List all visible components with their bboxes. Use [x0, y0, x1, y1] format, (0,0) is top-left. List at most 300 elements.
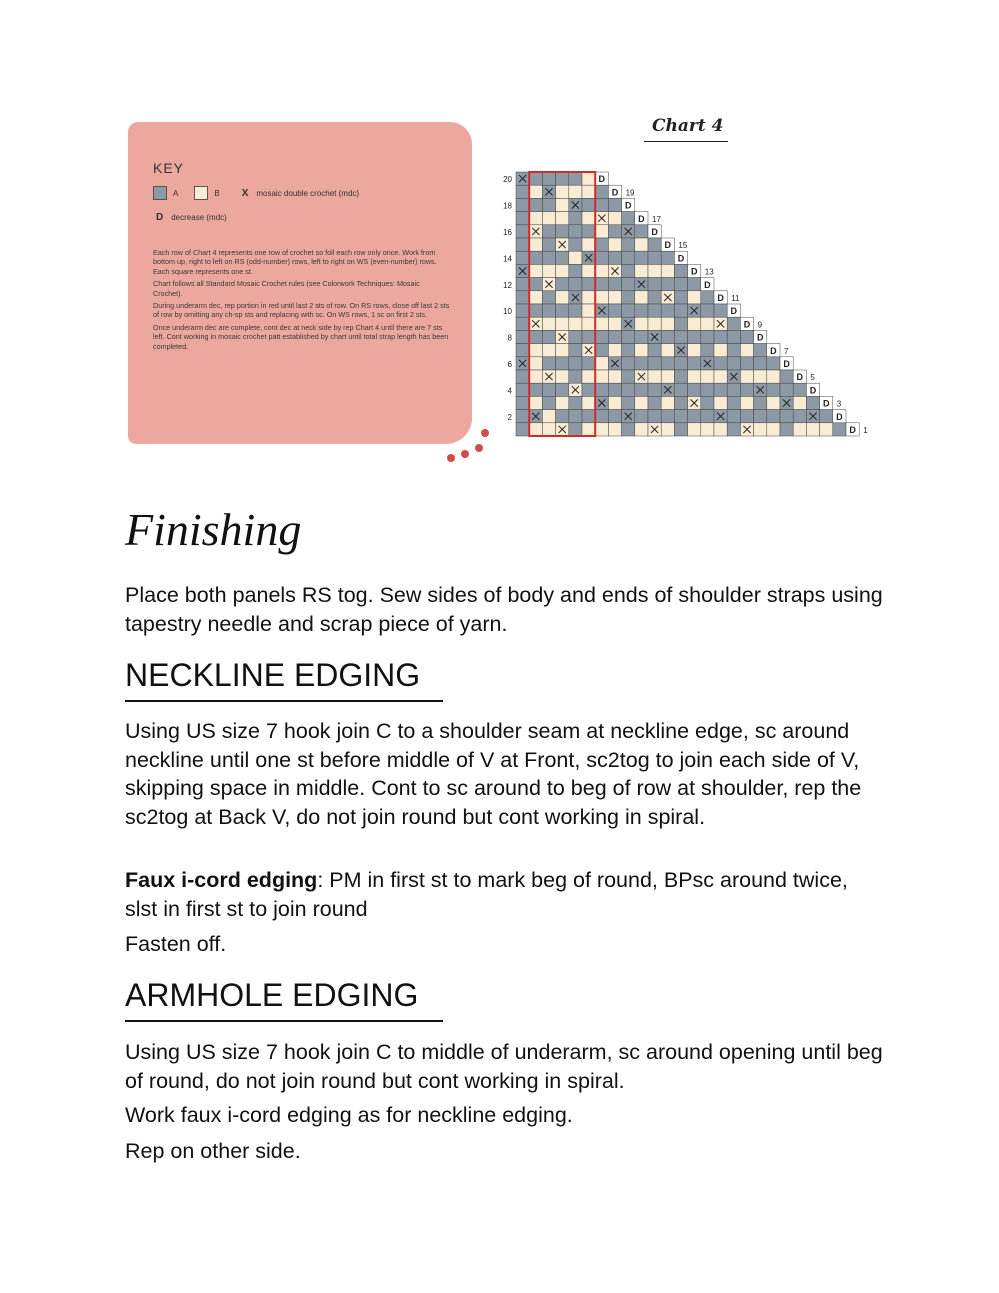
row-number-label: 18: [503, 201, 512, 211]
chart-cell: [556, 291, 569, 304]
chart-cell: [516, 251, 529, 264]
chart-cell: [688, 357, 701, 370]
chart-cell: [833, 423, 846, 436]
chart-cell: [648, 251, 661, 264]
chart-cell: [569, 330, 582, 343]
chart-cell: [727, 396, 740, 409]
chart-cell: [516, 370, 529, 383]
chart-cell: [569, 344, 582, 357]
chart-cell: [674, 423, 687, 436]
chart-cell: [516, 383, 529, 396]
row-number-label: 20: [503, 175, 512, 185]
key-legend-row: [153, 186, 359, 200]
chart-cell: [529, 185, 542, 198]
chart-cell: [727, 357, 740, 370]
chart-cell: [542, 198, 555, 211]
chart-cell: [622, 291, 635, 304]
chart-cell: [569, 264, 582, 277]
chart-cell: [622, 396, 635, 409]
chart-cell: [608, 423, 621, 436]
chart-cell: [516, 396, 529, 409]
chart-cell: [622, 212, 635, 225]
chart-cell: [516, 185, 529, 198]
decorative-dot: [475, 444, 483, 452]
chart-cell: [740, 344, 753, 357]
chart-cell: [622, 264, 635, 277]
chart-cell: [714, 370, 727, 383]
chart-cell: [806, 396, 819, 409]
decorative-dot: [481, 429, 489, 437]
chart-title-underline: [644, 141, 728, 142]
row-number-label: 6: [507, 360, 512, 369]
chart-cell: [582, 172, 595, 185]
chart-cell: [516, 238, 529, 251]
decrease-symbol: D: [690, 266, 698, 277]
chart-cell: [648, 410, 661, 423]
row-number-label: 19: [625, 188, 635, 198]
key-note: Once underarm dec are complete, cont dec at neck side by rep Chart 4 until there are 7 sts left. Cont working in mosaic crochet patt established by chart until total strap length has been completed.: [153, 322, 449, 351]
chart-cell: [608, 370, 621, 383]
chart-cell: [701, 330, 714, 343]
chart-cell: [595, 278, 608, 291]
chart-cell: [688, 330, 701, 343]
chart-cell: [767, 423, 780, 436]
chart-cell: [806, 423, 819, 436]
chart-cell: [542, 212, 555, 225]
chart-cell: [635, 251, 648, 264]
chart-cell: [542, 344, 555, 357]
chart-cell: [582, 212, 595, 225]
neckline-paragraph: Using US size 7 hook join C to a shoulder seam at neckline edge, sc around neckline until one st before middle of V at Front, sc2tog to join each side of V, skipping space in middle. Cont to sc around to beg of row at shoulder, rep the sc2tog at Back V, do not join round but cont working in spiral.: [125, 719, 862, 829]
chart-cell: [740, 383, 753, 396]
chart-cell: [529, 370, 542, 383]
decrease-symbol: D: [770, 345, 777, 356]
chart-cell: [701, 344, 714, 357]
chart-cell: [767, 370, 780, 383]
chart-cell: [516, 278, 529, 291]
chart-cell: [635, 383, 648, 396]
chart-cell: [674, 396, 687, 409]
chart-cell: [582, 330, 595, 343]
neckline-heading: NECKLINE EDGING: [125, 657, 443, 702]
chart-cell: [595, 251, 608, 264]
chart-cell: [608, 410, 621, 423]
chart-cell: [661, 370, 674, 383]
chart-cell: [556, 251, 569, 264]
decrease-symbol: D: [783, 359, 790, 369]
chart-cell: [542, 396, 555, 409]
chart-cell: [582, 278, 595, 291]
chart-cell: [648, 383, 661, 396]
decrease-symbol: D: [849, 425, 856, 435]
chart-cell: [727, 383, 740, 396]
chart-cell: [635, 423, 648, 436]
chart-cell: [516, 330, 529, 343]
chart-cell: [701, 410, 714, 423]
chart-cell: [542, 225, 555, 238]
chart-cell: [529, 251, 542, 264]
chart-cell: [569, 410, 582, 423]
chart-cell: [714, 344, 727, 357]
chart-cell: [569, 396, 582, 409]
chart-cell: [556, 185, 569, 198]
chart-cell: [556, 198, 569, 211]
key-title: KEY: [153, 160, 185, 176]
chart-cell: [595, 370, 608, 383]
chart-cell: [661, 330, 674, 343]
row-number-label: 16: [503, 228, 512, 237]
key-note: Each row of Chart 4 represents one row of crochet so foll each row only once. Work from bottom up, right to left on RS (odd-number) rows, left to right on WS (even-number) rows. Each square represents one st.: [153, 248, 437, 276]
chart-cell: [608, 278, 621, 291]
chart-cell: [582, 264, 595, 277]
row-number-label: 1: [863, 426, 868, 435]
row-number-label: 12: [503, 280, 512, 290]
decrease-symbol: D: [664, 240, 672, 251]
faux-icord-text: : PM in first st to mark beg of round, BPsc around twice, slst in first st to join round: [125, 868, 848, 921]
chart-cell: [608, 225, 621, 238]
chart-cell: [793, 383, 806, 396]
faux-icord-paragraph: [125, 866, 885, 923]
chart-cell: [674, 383, 687, 396]
chart-cell: [688, 423, 701, 436]
chart-cell: [529, 344, 542, 357]
row-number-label: 17: [652, 214, 661, 224]
chart-cell: [595, 225, 608, 238]
chart-cell: [661, 423, 674, 436]
chart-cell: [688, 278, 701, 291]
chart-cell: [688, 291, 701, 304]
chart-cell: [767, 383, 780, 396]
decrease-symbol: D: [624, 200, 632, 211]
chart-cell: [701, 317, 714, 330]
chart-cell: [569, 357, 582, 370]
chart-cell: [780, 370, 793, 383]
chart-cell: [529, 212, 542, 225]
chart-cell: [622, 330, 635, 343]
chart-cell: [608, 238, 621, 251]
mdc-symbol: X: [241, 187, 249, 199]
chart-cell: [727, 423, 740, 436]
chart-cell: [608, 383, 621, 396]
chart-cell: [582, 291, 595, 304]
chart-cell: [582, 357, 595, 370]
dec-label: decrease (mdc): [171, 213, 227, 222]
chart-cell: [582, 423, 595, 436]
decrease-symbol: D: [836, 411, 843, 422]
chart-cell: [556, 172, 569, 185]
chart-cell: [516, 344, 529, 357]
chart-cell: [542, 410, 555, 423]
chart-cell: [608, 251, 621, 264]
decrease-symbol: D: [809, 385, 817, 396]
color-a-label: A: [173, 188, 179, 198]
chart-cell: [780, 383, 793, 396]
chart-cell: [556, 357, 569, 370]
chart-cell: [714, 383, 727, 396]
chart-cell: [529, 396, 542, 409]
chart-cell: [516, 225, 529, 238]
chart-cell: [820, 423, 833, 436]
chart-cell: [608, 304, 621, 317]
chart-cell: [569, 225, 582, 238]
chart-cell: [674, 370, 687, 383]
chart-cell: [740, 370, 753, 383]
chart-cell: [569, 317, 582, 330]
decrease-symbol: D: [677, 253, 685, 264]
chart-cell: [595, 238, 608, 251]
finishing-intro: Place both panels RS tog. Sew sides of body and ends of shoulder straps using tapestry needle and scrap piece of yarn.: [125, 583, 883, 636]
chart-cell: [635, 264, 648, 277]
chart-cell: [516, 212, 529, 225]
chart-cell: [727, 330, 740, 343]
chart-cell: [674, 357, 687, 370]
chart-cell: [793, 396, 806, 409]
chart-cell: [714, 357, 727, 370]
chart-cell: [529, 238, 542, 251]
chart-cell: [714, 304, 727, 317]
decrease-symbol: D: [651, 227, 658, 237]
decrease-symbol: D: [743, 319, 751, 330]
chart-cell: [556, 225, 569, 238]
chart-cell: [569, 423, 582, 436]
chart-cell: [648, 317, 661, 330]
chart-cell: [767, 396, 780, 409]
chart-cell: [635, 238, 648, 251]
color-b-swatch: [194, 186, 208, 200]
chart-cell: [556, 317, 569, 330]
chart-cell: [767, 357, 780, 370]
chart-cell: [740, 330, 753, 343]
chart-cell: [661, 304, 674, 317]
chart-cell: [595, 357, 608, 370]
color-a-swatch: [153, 186, 167, 200]
chart-cell: [556, 264, 569, 277]
chart-cell: [661, 357, 674, 370]
row-number-label: 11: [731, 294, 740, 303]
armhole-paragraph-2: Work faux i-cord edging as for neckline edging.: [125, 1103, 573, 1127]
chart-cell: [542, 251, 555, 264]
chart-cell: [661, 410, 674, 423]
chart-cell: [516, 317, 529, 330]
chart-cell: [727, 410, 740, 423]
chart-cell: [582, 304, 595, 317]
chart-cell: [701, 423, 714, 436]
decrease-symbol: D: [611, 187, 619, 198]
chart-cell: [661, 344, 674, 357]
chart-cell: [569, 185, 582, 198]
chart-cell: [754, 344, 767, 357]
chart-cell: [635, 304, 648, 317]
chart-cell: [569, 172, 582, 185]
fasten-off-text: Fasten off.: [125, 932, 227, 956]
chart-cell: [529, 304, 542, 317]
chart-cell: [754, 370, 767, 383]
row-number-label: 10: [503, 307, 512, 317]
chart-cell: [556, 278, 569, 291]
row-number-label: 4: [507, 386, 512, 396]
armhole-heading: ARMHOLE EDGING: [125, 977, 443, 1022]
chart-cell: [635, 410, 648, 423]
chart-cell: [740, 396, 753, 409]
chart-cell: [542, 317, 555, 330]
chart-cell: [674, 291, 687, 304]
chart-cell: [529, 198, 542, 211]
chart-cell: [542, 304, 555, 317]
chart-cell: [569, 370, 582, 383]
chart-cell: [556, 370, 569, 383]
chart-cell: [542, 423, 555, 436]
chart-cell: [622, 344, 635, 357]
chart-cell: [701, 383, 714, 396]
chart-cell: [556, 344, 569, 357]
chart-cell: [582, 185, 595, 198]
chart-cell: [740, 410, 753, 423]
chart-cell: [622, 423, 635, 436]
chart-cell: [595, 330, 608, 343]
chart-cell: [674, 264, 687, 277]
chart-cell: [661, 278, 674, 291]
chart-cell: [608, 198, 621, 211]
row-number-label: 7: [784, 346, 789, 356]
decrease-symbol: D: [796, 372, 804, 383]
dec-symbol: D: [156, 212, 164, 223]
key-notes: [153, 248, 451, 354]
armhole-paragraph-3: Rep on other side.: [125, 1139, 301, 1163]
chart-cell: [674, 304, 687, 317]
chart-cell: [648, 291, 661, 304]
chart-cell: [595, 344, 608, 357]
chart-cell: [701, 370, 714, 383]
chart-cell: [595, 423, 608, 436]
chart-cell: [635, 291, 648, 304]
row-number-label: 2: [507, 412, 512, 422]
chart-4-grid: [490, 164, 890, 449]
chart-cell: [635, 357, 648, 370]
chart-cell: [608, 344, 621, 357]
chart-cell: [688, 370, 701, 383]
chart-cell: [635, 317, 648, 330]
chart-cell: [674, 317, 687, 330]
decrease-symbol: D: [756, 332, 764, 343]
row-number-label: 14: [503, 254, 512, 264]
chart-cell: [595, 198, 608, 211]
chart-cell: [595, 264, 608, 277]
chart-cell: [529, 383, 542, 396]
chart-cell: [648, 278, 661, 291]
chart-cell: [674, 330, 687, 343]
row-number-label: 3: [836, 399, 842, 409]
chart-cell: [595, 410, 608, 423]
chart-cell: [582, 410, 595, 423]
chart-cell: [688, 344, 701, 357]
chart-cell: [767, 410, 780, 423]
chart-cell: [754, 423, 767, 436]
chart-cell: [608, 291, 621, 304]
decrease-symbol: D: [638, 213, 645, 224]
chart-cell: [582, 383, 595, 396]
chart-cell: [727, 317, 740, 330]
chart-cell: [542, 238, 555, 251]
chart-title: Chart 4: [652, 116, 724, 136]
chart-cell: [608, 330, 621, 343]
chart-cell: [582, 370, 595, 383]
chart-cell: [542, 383, 555, 396]
chart-cell: [529, 172, 542, 185]
chart-cell: [714, 330, 727, 343]
chart-cell: [622, 278, 635, 291]
chart-cell: [556, 396, 569, 409]
chart-cell: [780, 410, 793, 423]
chart-cell: [529, 357, 542, 370]
key-decrease-row: [156, 212, 227, 223]
chart-cell: [754, 357, 767, 370]
chart-cell: [529, 423, 542, 436]
chart-cell: [688, 317, 701, 330]
chart-cell: [648, 264, 661, 277]
chart-cell: [661, 396, 674, 409]
decrease-symbol: D: [730, 306, 738, 317]
chart-cell: [569, 238, 582, 251]
chart-cell: [701, 396, 714, 409]
decorative-dot: [461, 450, 469, 458]
chart-cell: [516, 423, 529, 436]
chart-cell: [595, 185, 608, 198]
chart-cell: [542, 330, 555, 343]
chart-cell: [595, 317, 608, 330]
chart-cell: [556, 304, 569, 317]
chart-cell: [635, 344, 648, 357]
chart-cell: [661, 317, 674, 330]
key-note: During underarm dec, rep portion in red until last 2 sts of row. On RS rows, close off last 2 sts of row by omitting any ch-sp sts and replacing with sc. On WS rows, 1 sc on first 2 sts.: [153, 301, 450, 320]
chart-cell: [556, 410, 569, 423]
chart-cell: [582, 198, 595, 211]
chart-cell: [648, 370, 661, 383]
chart-cell: [674, 278, 687, 291]
mdc-label: mosaic double crochet (mdc): [256, 188, 360, 198]
row-number-label: 9: [757, 320, 763, 330]
decorative-dot: [447, 454, 455, 462]
chart-cell: [622, 304, 635, 317]
chart-cell: [793, 410, 806, 423]
chart-cell: [635, 225, 648, 238]
chart-cell: [556, 212, 569, 225]
chart-cell: [622, 251, 635, 264]
chart-cell: [727, 344, 740, 357]
color-b-label: B: [214, 188, 220, 198]
chart-cell: [701, 291, 714, 304]
chart-cell: [529, 291, 542, 304]
row-number-label: 15: [678, 241, 688, 251]
chart-cell: [754, 410, 767, 423]
chart-cell: [648, 238, 661, 251]
chart-key-box: [128, 122, 472, 444]
chart-cell: [661, 264, 674, 277]
chart-cell: [542, 291, 555, 304]
chart-cell: [608, 317, 621, 330]
chart-cell: [635, 396, 648, 409]
chart-cell: [740, 357, 753, 370]
chart-cell: [688, 383, 701, 396]
chart-cell: [780, 423, 793, 436]
row-number-label: 8: [507, 333, 512, 343]
chart-cell: [529, 264, 542, 277]
chart-cell: [608, 396, 621, 409]
chart-cell: [648, 344, 661, 357]
chart-cell: [714, 396, 727, 409]
chart-cell: [529, 330, 542, 343]
chart-cell: [516, 304, 529, 317]
decrease-symbol: D: [717, 293, 724, 303]
